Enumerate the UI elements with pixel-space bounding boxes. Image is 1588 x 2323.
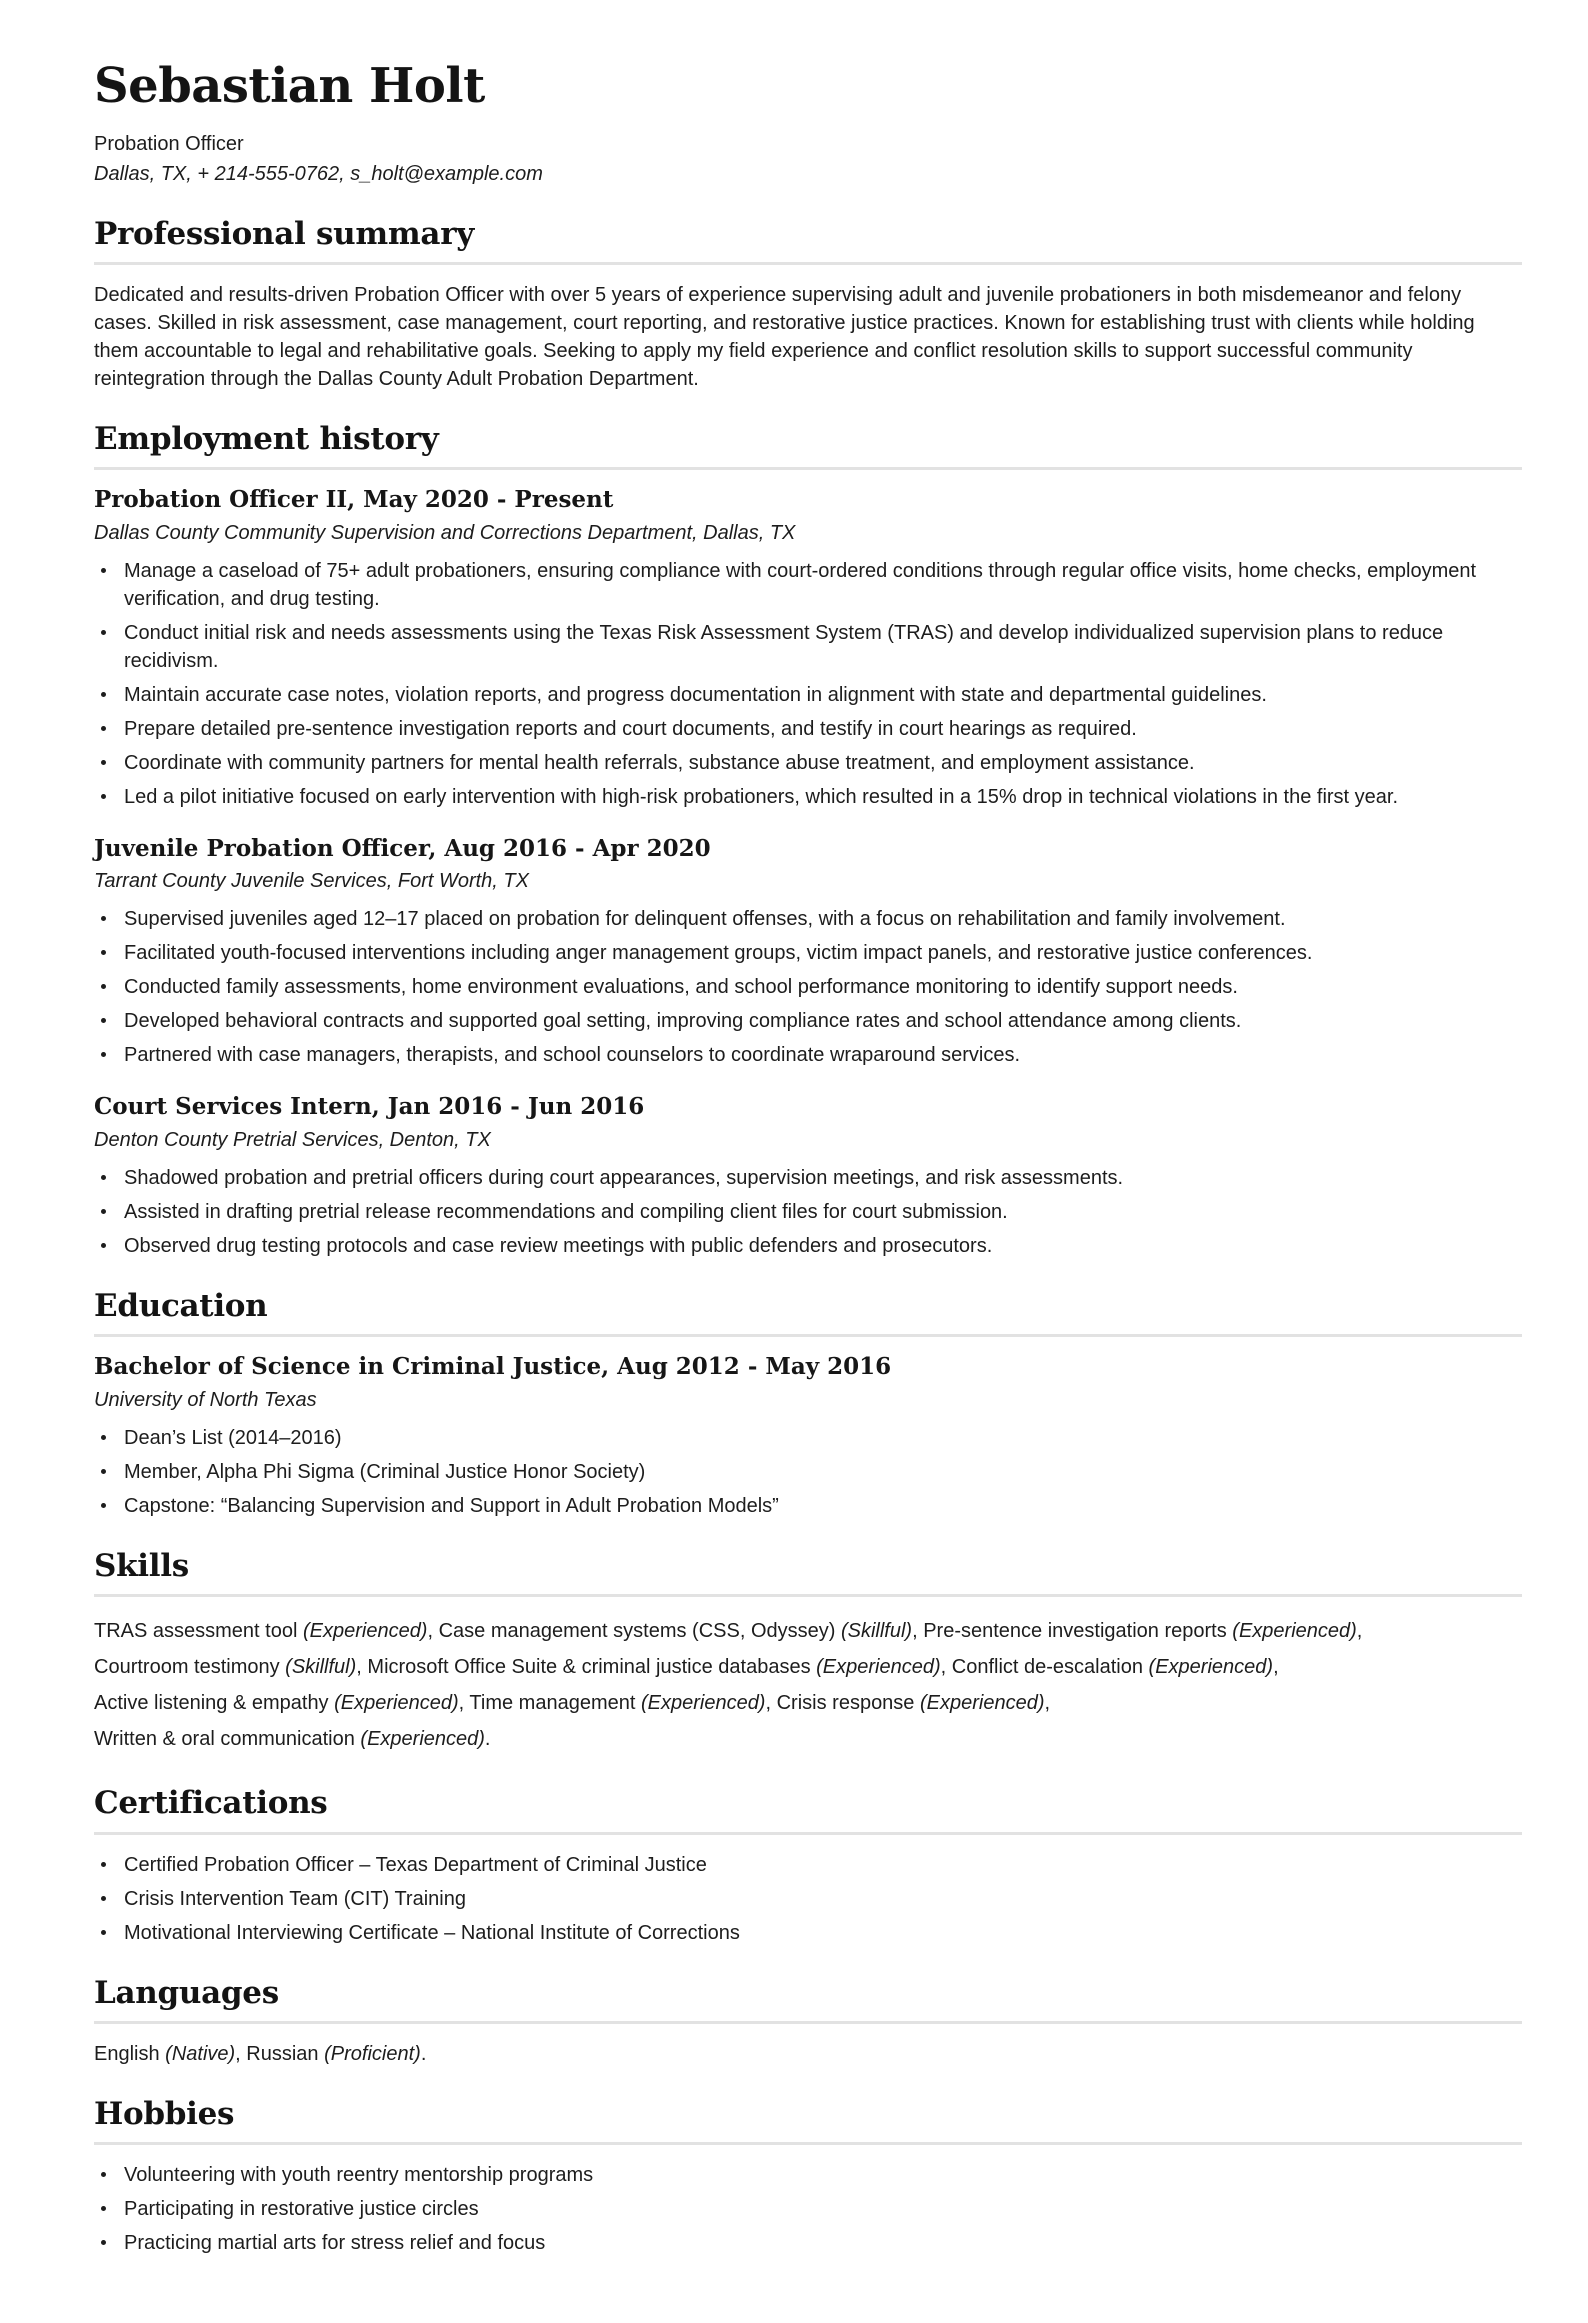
skill-level: (Experienced) <box>334 1692 459 1715</box>
skill-separator: , <box>765 1692 777 1715</box>
language-separator: , <box>235 2042 247 2065</box>
skill-level: (Skillful) <box>285 1656 357 1679</box>
language-item <box>94 2043 246 2065</box>
job-bullet: Prepare detailed pre-sentence investigation reports and court documents, and testify in court hearings as required. <box>94 715 1522 743</box>
language-item <box>246 2043 426 2065</box>
skill-separator: , <box>356 1656 368 1679</box>
section-skills <box>94 1548 1522 1757</box>
skill-level: (Experienced) <box>640 1692 766 1715</box>
skills-line <box>94 1613 1522 1649</box>
education-bullet-list <box>94 1424 1522 1520</box>
skill-name: Active listening & empathy <box>94 1692 335 1715</box>
job-entry <box>94 486 1522 811</box>
education-bullet: Capstone: “Balancing Supervision and Support in Adult Probation Models” <box>94 1492 1522 1520</box>
skill-level: (Skillful) <box>840 1620 913 1643</box>
skill-item <box>367 1656 951 1678</box>
skills-line <box>94 1649 1522 1685</box>
language-level: (Native) <box>165 2042 236 2065</box>
skill-separator: , <box>1356 1620 1363 1643</box>
job-bullet: Coordinate with community partners for mental health referrals, substance abuse treatment, and employment assistance. <box>94 749 1522 777</box>
job-bullet: Assisted in drafting pretrial release recommendations and compiling client files for court submission. <box>94 1198 1522 1226</box>
education-entry <box>94 1353 1522 1520</box>
languages-line <box>94 2040 1522 2068</box>
skill-name: Conflict de-escalation <box>951 1656 1149 1679</box>
skill-item <box>923 1620 1362 1642</box>
skill-level: (Experienced) <box>1148 1656 1274 1679</box>
language-name: Russian <box>246 2042 325 2065</box>
job-company: Denton County Pretrial Services, Denton, TX <box>94 1129 491 1152</box>
skill-item <box>94 1728 490 1750</box>
resume-header <box>94 58 1522 188</box>
section-heading: Skills <box>94 1548 1522 1597</box>
skill-name: Crisis response <box>776 1692 920 1715</box>
certifications-list <box>94 1851 1522 1947</box>
certification-item: Crisis Intervention Team (CIT) Training <box>94 1885 1522 1913</box>
skill-level: (Experienced) <box>302 1620 428 1643</box>
skill-item <box>94 1656 367 1678</box>
hobby-item: Participating in restorative justice circles <box>94 2195 1522 2223</box>
job-bullet-list <box>94 557 1522 811</box>
hobby-item: Volunteering with youth reentry mentorship programs <box>94 2161 1522 2189</box>
section-hobbies <box>94 2096 1522 2257</box>
skills-line <box>94 1721 1522 1757</box>
contact-line: Dallas, TX, + 214-555-0762, s_holt@example.com <box>94 162 543 185</box>
job-bullet: Led a pilot initiative focused on early intervention with high-risk probationers, which resulted in a 15% drop in technical violations in the first year. <box>94 783 1522 811</box>
certification-item: Motivational Interviewing Certificate – National Institute of Corrections <box>94 1919 1522 1947</box>
skill-item <box>439 1620 924 1642</box>
summary-text: Dedicated and results-driven Probation Officer with over 5 years of experience supervising adult and juvenile probationers in both misdemeanor and felony cases. Skilled in risk assessment, case management, court reporting, and restorative justice practices. Known for establishing trust with clients while holding them accountable to legal and rehabilitative goals. Seeking to apply my field experience and conflict resolution skills to support successful community reintegration through the Dallas County Adult Probation Department. <box>94 283 1475 390</box>
language-name: English <box>94 2042 166 2065</box>
language-level: (Proficient) <box>324 2042 421 2065</box>
skill-name: Pre-sentence investigation reports <box>923 1620 1233 1643</box>
skills-content <box>94 1613 1522 1757</box>
skill-item <box>469 1692 776 1714</box>
skill-item <box>94 1692 469 1714</box>
job-bullet: Developed behavioral contracts and supported goal setting, improving compliance rates and school attendance among clients. <box>94 1007 1522 1035</box>
skill-item <box>952 1656 1279 1678</box>
skill-separator: , <box>940 1656 952 1679</box>
section-certifications <box>94 1785 1522 1946</box>
job-entry <box>94 835 1522 1070</box>
language-separator: . <box>420 2042 427 2065</box>
skill-name: Courtroom testimony <box>94 1656 286 1679</box>
skill-separator: , <box>427 1620 439 1643</box>
section-heading: Professional summary <box>94 216 1522 265</box>
skill-separator: , <box>1273 1656 1279 1679</box>
job-bullet: Shadowed probation and pretrial officers during court appearances, supervision meetings, and risk assessments. <box>94 1164 1522 1192</box>
skill-item <box>94 1620 439 1642</box>
skill-separator: , <box>912 1620 924 1643</box>
job-bullet: Manage a caseload of 75+ adult probationers, ensuring compliance with court-ordered conditions through regular office visits, home checks, employment verification, and drug testing. <box>94 557 1522 613</box>
skill-name: Time management <box>469 1692 641 1715</box>
job-bullet: Conduct initial risk and needs assessments using the Texas Risk Assessment System (TRAS) and develop individualized supervision plans to reduce recidivism. <box>94 619 1522 675</box>
job-bullet: Facilitated youth-focused interventions including anger management groups, victim impact panels, and restorative justice conferences. <box>94 939 1522 967</box>
candidate-job-title: Probation Officer <box>94 132 244 155</box>
job-bullet: Supervised juveniles aged 12–17 placed on probation for delinquent offenses, with a focus on rehabilitation and family involvement. <box>94 905 1522 933</box>
school-name: University of North Texas <box>94 1389 317 1412</box>
education-content <box>94 1353 1522 1520</box>
section-heading: Education <box>94 1288 1522 1337</box>
job-entry <box>94 1093 1522 1260</box>
section-heading: Certifications <box>94 1785 1522 1834</box>
job-bullet-list <box>94 1164 1522 1260</box>
languages-content <box>94 2040 1522 2068</box>
job-bullet: Maintain accurate case notes, violation reports, and progress documentation in alignment with state and departmental guidelines. <box>94 681 1522 709</box>
hobby-item: Practicing martial arts for stress relief and focus <box>94 2229 1522 2257</box>
job-title: Probation Officer II, May 2020 - Present <box>94 485 614 513</box>
skill-level: (Experienced) <box>1232 1620 1357 1643</box>
section-heading: Employment history <box>94 421 1522 470</box>
section-languages <box>94 1975 1522 2068</box>
hobbies-list <box>94 2161 1522 2257</box>
skill-item <box>777 1692 1050 1714</box>
education-bullet: Dean’s List (2014–2016) <box>94 1424 1522 1452</box>
job-title: Juvenile Probation Officer, Aug 2016 - Apr 2020 <box>94 834 711 862</box>
section-professional-summary <box>94 216 1522 393</box>
job-title: Court Services Intern, Jan 2016 - Jun 2016 <box>94 1093 645 1121</box>
skill-name: Microsoft Office Suite & criminal justice databases <box>367 1656 817 1679</box>
section-heading: Hobbies <box>94 2096 1522 2145</box>
skill-level: (Experienced) <box>360 1728 485 1751</box>
employment-content <box>94 486 1522 1260</box>
hobbies-content <box>94 2161 1522 2257</box>
job-company: Tarrant County Juvenile Services, Fort Worth, TX <box>94 870 529 893</box>
job-company: Dallas County Community Supervision and Corrections Department, Dallas, TX <box>94 521 796 544</box>
section-employment-history <box>94 421 1522 1260</box>
job-bullet: Observed drug testing protocols and case review meetings with public defenders and prosecutors. <box>94 1232 1522 1260</box>
skill-separator: . <box>484 1728 491 1751</box>
section-heading: Languages <box>94 1975 1522 2024</box>
skill-name: TRAS assessment tool <box>94 1620 303 1643</box>
skill-level: (Experienced) <box>816 1656 941 1679</box>
section-education <box>94 1288 1522 1520</box>
certification-item: Certified Probation Officer – Texas Department of Criminal Justice <box>94 1851 1522 1879</box>
skill-separator: , <box>1044 1692 1051 1715</box>
skill-name: Written & oral communication <box>94 1728 361 1751</box>
skills-line <box>94 1685 1522 1721</box>
job-bullet: Partnered with case managers, therapists, and school counselors to coordinate wraparound services. <box>94 1041 1522 1069</box>
job-bullet-list <box>94 905 1522 1069</box>
job-bullet: Conducted family assessments, home environment evaluations, and school performance monitoring to identify support needs. <box>94 973 1522 1001</box>
certifications-content <box>94 1851 1522 1947</box>
skill-name: Case management systems (CSS, Odyssey) <box>438 1620 841 1643</box>
skill-level: (Experienced) <box>920 1692 1045 1715</box>
skill-separator: , <box>458 1692 470 1715</box>
education-bullet: Member, Alpha Phi Sigma (Criminal Justice Honor Society) <box>94 1458 1522 1486</box>
degree-title: Bachelor of Science in Criminal Justice, Aug 2012 - May 2016 <box>94 1353 892 1381</box>
candidate-name: Sebastian Holt <box>94 58 485 114</box>
summary-content <box>94 281 1522 393</box>
